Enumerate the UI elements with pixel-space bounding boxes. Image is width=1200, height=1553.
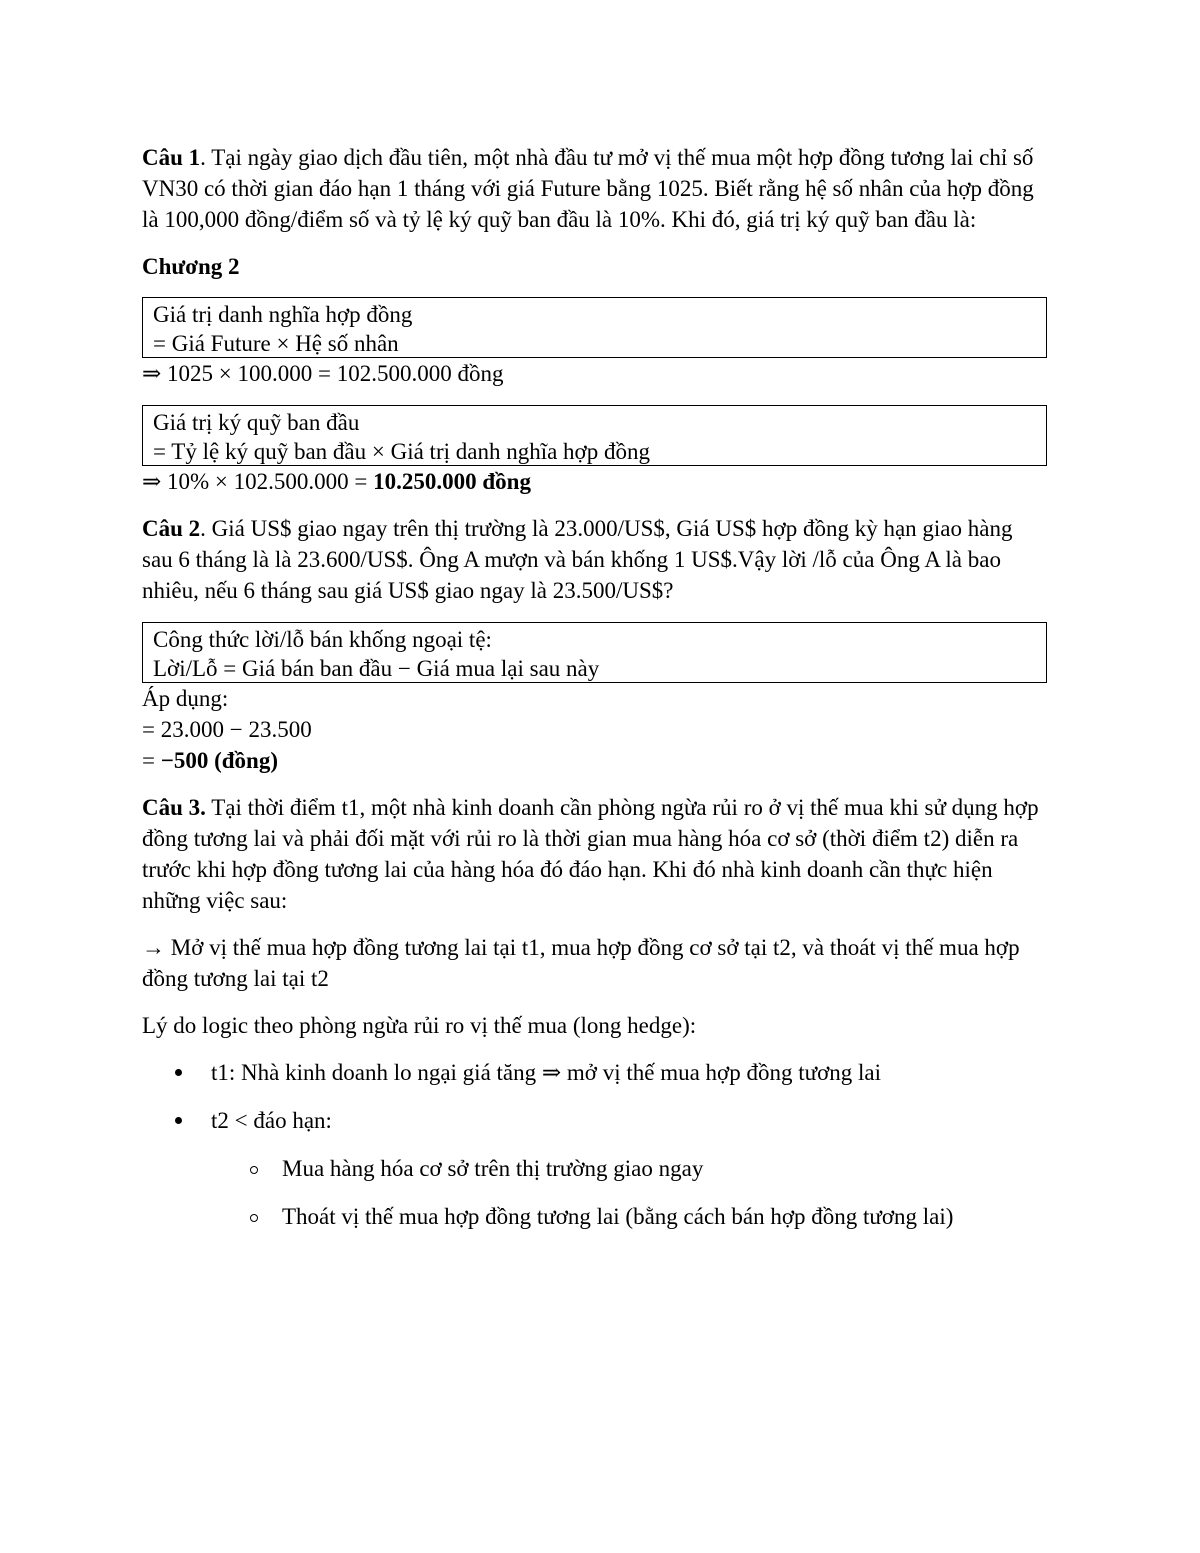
formula-box-line: = Tỷ lệ ký quỹ ban đầu × Giá trị danh nghĩa hợp đồng <box>153 439 650 464</box>
formula-box-short-selling <box>142 622 1047 683</box>
question-2-label: Câu 2 <box>142 516 201 541</box>
bullet-list <box>142 1057 1057 1136</box>
calculation-margin-result: 10.250.000 đồng <box>373 469 531 494</box>
apply-line-2 <box>142 745 1057 776</box>
question-2 <box>142 513 1047 606</box>
formula-box-line: = Giá Future × Hệ số nhân <box>153 331 399 356</box>
calculation-margin <box>142 466 1057 497</box>
question-1-text: . Tại ngày giao dịch đầu tiên, một nhà đầu tư mở vị thế mua một hợp đồng tương lai chỉ số VN30 có thời gian đáo hạn 1 tháng với giá Future bằng 1025. Biết rằng hệ số nhân của hợp đồng là 100,000 đồng/điểm số và tỷ lệ ký quỹ ban đầu là 10%. Khi đó, giá trị ký quỹ ban đầu là: <box>142 145 1034 232</box>
apply-line-2-prefix: = <box>142 748 161 773</box>
hollow-circle-bullet-icon <box>250 1214 258 1222</box>
sub-bullet-list <box>142 1153 1057 1232</box>
list-item <box>142 1105 1057 1136</box>
question-3-text: Tại thời điểm t1, một nhà kinh doanh cần phòng ngừa rủi ro ở vị thế mua khi sử dụng hợp đồng tương lai và phải đối mặt với rủi ro là thời gian mua hàng hóa cơ sở (thời điểm t2) diễn ra trước khi hợp đồng tương lai của hàng hóa đó đáo hạn. Khi đó nhà kinh doanh cần thực hiện những việc sau: <box>142 795 1039 913</box>
sub-list-item <box>142 1201 1057 1232</box>
apply-line-1: = 23.000 − 23.500 <box>142 717 312 742</box>
calculation-margin-prefix: ⇒ 10% × 102.500.000 = <box>142 469 374 494</box>
calculation-notional: ⇒ 1025 × 100.000 = 102.500.000 đồng <box>142 361 504 386</box>
document-page <box>142 142 1057 1249</box>
sub-list-item-text: Thoát vị thế mua hợp đồng tương lai (bằng cách bán hợp đồng tương lai) <box>282 1204 954 1229</box>
bullet-dot-icon <box>175 1117 182 1124</box>
chapter-heading <box>142 251 1057 282</box>
bullet-dot-icon <box>175 1069 182 1076</box>
sub-list-item <box>142 1153 1057 1184</box>
chapter-title: Chương 2 <box>142 254 240 279</box>
answer-3: → Mở vị thế mua hợp đồng tương lai tại t1, mua hợp đồng cơ sở tại t2, và thoát vị thế mua hợp đồng tương lai tại t2 <box>142 935 1020 991</box>
question-1 <box>142 142 1047 235</box>
apply-label: Áp dụng: <box>142 686 229 711</box>
formula-box-line: Công thức lời/lỗ bán khống ngoại tệ: <box>153 627 492 652</box>
formula-box-notional-value <box>142 297 1047 358</box>
formula-box-line: Giá trị danh nghĩa hợp đồng <box>153 302 413 327</box>
formula-box-initial-margin <box>142 405 1047 466</box>
list-item <box>142 1057 1057 1088</box>
reason-text: Lý do logic theo phòng ngừa rủi ro vị thế mua (long hedge): <box>142 1013 697 1038</box>
question-2-text: . Giá US$ giao ngay trên thị trường là 23.000/US$, Giá US$ hợp đồng kỳ hạn giao hàng sau 6 tháng là là 23.600/US$. Ông A mượn và bán khống 1 US$.Vậy lời /lỗ của Ông A là bao nhiêu, nếu 6 tháng sau giá US$ giao ngay là 23.500/US$? <box>142 516 1013 603</box>
sub-list-item-text: Mua hàng hóa cơ sở trên thị trường giao ngay <box>282 1156 704 1181</box>
formula-box-line: Giá trị ký quỹ ban đầu <box>153 410 360 435</box>
question-1-label: Câu 1 <box>142 145 201 170</box>
question-3-label: Câu 3. <box>142 795 206 820</box>
hollow-circle-bullet-icon <box>250 1166 258 1174</box>
list-item-text: t2 < đáo hạn: <box>211 1108 332 1133</box>
question-3 <box>142 792 1047 916</box>
formula-box-line: Lời/Lỗ = Giá bán ban đầu − Giá mua lại sau này <box>153 656 600 681</box>
list-item-text: t1: Nhà kinh doanh lo ngại giá tăng ⇒ mở vị thế mua hợp đồng tương lai <box>211 1060 881 1085</box>
apply-line-2-result: −500 (đồng) <box>160 748 278 773</box>
